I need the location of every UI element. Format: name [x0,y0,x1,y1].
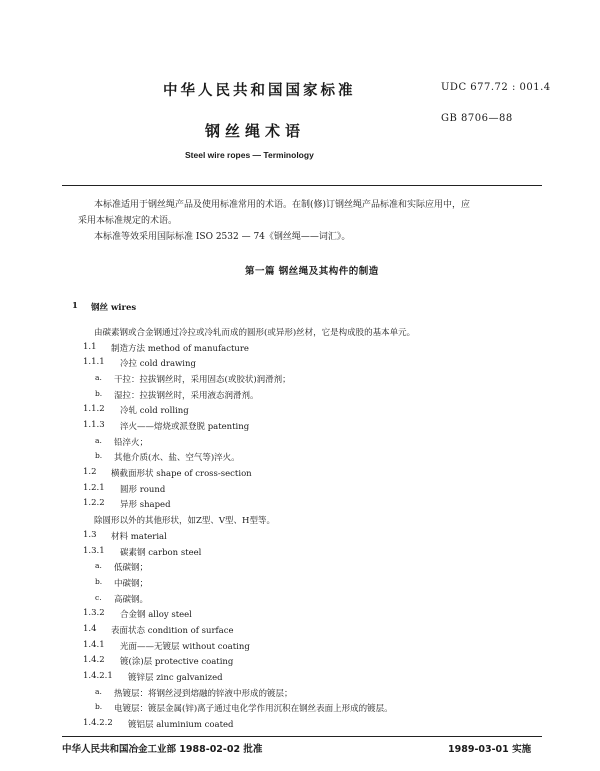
entry-text: 铅淬火； [114,437,149,448]
entry-text: 钢丝 wires [91,303,137,313]
gb-code: GB 8706—88 [441,113,513,124]
entry-letter: a. [95,435,102,445]
entry-text: 除圆形以外的其他形状，如Z型、V型、H型等。 [94,516,275,527]
entry-text: 高碳钢。 [114,594,149,605]
entry-number: 1.3.2 [83,608,105,619]
intro-line-2: 采用本标准规定的术语。 [78,216,178,226]
entry-text: 湿拉：拉拔钢丝时，采用液态润滑剂。 [114,390,259,401]
entry-text: 镀铝层 aluminium coated [128,720,234,730]
entry-letter: c. [95,592,102,602]
entry-text: 横截面形状 shape of cross-section [111,469,252,480]
entry-number: 1.2.2 [83,498,105,509]
approval-line: 中华人民共和国冶金工业部 1988-02-02 批准 [62,744,263,755]
standard-title: 中华人民共和国国家标准 [163,83,356,99]
entry-text: 其他介质(水、盐、空气等)淬火。 [114,453,240,464]
entry-text: 低碳钢； [114,563,149,574]
entry-letter: b. [95,451,103,461]
entry-text: 电镀层：镀层金属(锌)离子通过电化学作用沉积在钢丝表面上形成的镀层。 [114,704,393,715]
entry-letter: b. [95,576,103,586]
document-subtitle: Steel wire ropes — Terminology [185,150,314,160]
udc-code: UDC 677.72 : 001.4 [441,82,551,93]
entry-number: 1 [72,301,78,311]
entry-text: 镀(涂)层 protective coating [120,657,234,668]
entry-letter: a. [95,686,102,696]
header-divider [62,185,542,186]
document-title: 钢丝绳术语 [205,122,306,140]
entry-text: 干拉：拉拔钢丝时，采用固态(或胶状)润滑剂； [114,375,291,386]
entry-letter: a. [95,561,102,571]
entry-text: 镀锌层 zinc galvanized [128,672,223,683]
entry-number: 1.3.1 [83,545,105,556]
entry-number: 1.4.2.2 [83,718,113,728]
entry-text: 由碳素钢或合金钢通过冷拉或冷轧而成的圆形(或异形)丝材，它是构成股的基本单元。 [94,328,416,338]
entry-text: 圆形 round [120,484,166,495]
entry-number: 1.4.2 [83,655,105,666]
entry-text: 材料 material [111,531,167,542]
part-heading: 第一篇 钢丝绳及其构件的制造 [245,266,379,277]
entry-text: 冷轧 cold rolling [120,406,189,417]
intro-line-3: 本标准等效采用国际标准 ISO 2532 — 74《钢丝绳——词汇》。 [94,232,351,242]
intro-line-1: 本标准适用于钢丝绳产品及使用标准常用的术语。在制(修)订钢丝绳产品标准和实际应用中，应 [94,200,471,210]
entry-number: 1.1.1 [83,357,105,368]
entry-text: 热镀层：将钢丝浸到熔融的锌液中形成的镀层； [114,688,293,699]
entry-number: 1.4.1 [83,639,105,650]
entry-number: 1.4.2.1 [83,670,113,681]
entry-number: 1.1.2 [83,404,105,415]
entry-text: 光面——无镀层 without coating [120,641,250,652]
entry-letter: b. [95,702,103,712]
entry-number: 1.4 [83,623,97,634]
entry-number: 1.1 [83,341,97,352]
footer-divider [62,736,542,737]
entry-number: 1.2 [83,467,97,478]
entry-text: 中碳钢； [114,578,149,589]
entry-letter: b. [95,388,103,398]
implementation-date: 1989-03-01 实施 [448,744,532,755]
entry-text: 表面状态 condition of surface [111,625,234,636]
entry-text: 冷拉 cold drawing [120,359,196,370]
entry-text: 合金钢 alloy steel [120,610,192,621]
entry-text: 制造方法 method of manufacture [111,343,249,354]
entry-number: 1.1.3 [83,420,105,431]
entry-text: 碳素钢 carbon steel [120,547,202,558]
entry-letter: a. [95,373,102,383]
entry-number: 1.3 [83,529,97,540]
entry-text: 异形 shaped [120,500,171,511]
entry-number: 1.2.1 [83,482,105,493]
entry-text: 淬火——熔烧或派登脱 patenting [120,422,250,433]
